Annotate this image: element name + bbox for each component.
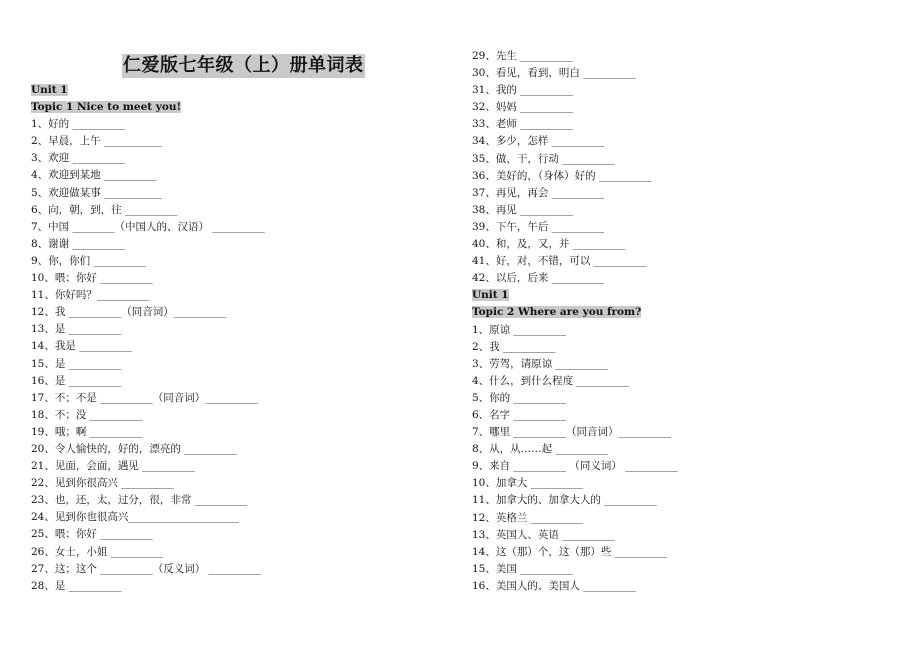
vocab-item: [472, 424, 892, 441]
vocab-item-text: 26、女士，小姐 __________: [31, 545, 164, 558]
vocab-item: [472, 253, 892, 270]
vocab-item: [472, 99, 892, 116]
vocab-item-text: 8、从，从……起 __________: [472, 443, 609, 456]
vocab-item: [31, 475, 451, 492]
vocab-item: [472, 407, 892, 424]
vocab-item-text: 27、这；这个 __________（反义词） __________: [31, 562, 262, 575]
vocab-item: [31, 321, 451, 338]
vocab-item-text: 23、也，还，太，过分，很，非常 __________: [31, 494, 248, 507]
vocab-item: [472, 458, 892, 475]
vocab-item-text: 31、我的 __________: [472, 84, 573, 97]
vocab-item: [472, 492, 892, 509]
section-heading: [472, 304, 892, 321]
vocab-item-text: 29、先生 __________: [472, 50, 573, 62]
vocab-item: [472, 116, 892, 133]
vocab-item-text: 20、令人愉快的，好的，漂亮的 __________: [31, 442, 237, 455]
vocab-item: [31, 185, 451, 202]
vocab-item-text: 16、是 __________: [31, 374, 122, 387]
vocab-item-text: 41、好，对，不错，可以 __________: [472, 255, 647, 268]
vocab-item: [472, 236, 892, 253]
vocab-item: [31, 544, 451, 561]
vocab-item-text: 10、喂；你好 __________: [31, 272, 153, 285]
vocab-item: [31, 390, 451, 407]
vocab-item-text: 12、英格兰 __________: [472, 511, 584, 524]
vocab-item: [31, 219, 451, 236]
vocab-item: [31, 578, 451, 595]
vocab-item-text: 15、美国 __________: [472, 562, 573, 575]
vocab-item-text: 7、中国 ________（中国人的、汉语） __________: [31, 220, 265, 233]
vocab-item: [472, 527, 892, 544]
vocab-item-text: 3、欢迎 __________: [31, 152, 126, 165]
vocab-item: [472, 441, 892, 458]
vocab-item-text: 10、加拿大 __________: [472, 477, 584, 490]
vocab-item-text: 37、再见，再会 __________: [472, 186, 605, 199]
vocab-item: [31, 424, 451, 441]
vocab-item-text: 17、不；不是 __________（同音词）__________: [31, 391, 258, 404]
vocab-item: [31, 356, 451, 373]
section-heading: [31, 99, 451, 116]
vocab-item: [472, 270, 892, 287]
vocab-item: [31, 116, 451, 133]
vocab-item: [472, 475, 892, 492]
vocab-item-text: 40、和，及，又，并 __________: [472, 238, 626, 251]
left-column: [31, 82, 451, 595]
vocab-item: [31, 202, 451, 219]
vocab-item: [472, 202, 892, 219]
vocab-item-text: 42、以后，后来 __________: [472, 272, 605, 285]
vocab-item-text: 4、欢迎到某地 __________: [31, 169, 157, 182]
vocab-item-text: 25、喂；你好 __________: [31, 528, 153, 541]
section-heading-text: Topic 2 Where are you from?: [472, 306, 642, 319]
vocab-item: [31, 287, 451, 304]
vocab-item-text: 28、是 __________: [31, 579, 122, 592]
vocab-item: [31, 150, 451, 167]
vocab-item: [31, 458, 451, 475]
section-heading-text: Unit 1: [472, 289, 509, 302]
vocab-item-text: 22、见到你很高兴 __________: [31, 477, 174, 490]
vocab-item: [31, 492, 451, 509]
vocab-item: [31, 373, 451, 390]
vocab-item: [31, 167, 451, 184]
vocab-item: [472, 561, 892, 578]
vocab-item: [31, 441, 451, 458]
vocab-item-text: 4、什么，到什么程度 __________: [472, 374, 630, 387]
vocab-item-text: 14、我是 __________: [31, 340, 132, 353]
vocab-item-text: 16、美国人的、美国人 __________: [472, 579, 636, 592]
vocab-item-text: 6、名字 __________: [472, 408, 567, 421]
vocab-item-text: 18、不；没 __________: [31, 408, 143, 421]
vocab-item-text: 21、见面，会面，遇见 __________: [31, 460, 195, 473]
vocab-item: [472, 339, 892, 356]
vocab-item: [472, 373, 892, 390]
vocab-item-text: 2、早晨，上午 ___________: [31, 135, 162, 148]
vocab-item: [31, 133, 451, 150]
vocab-item: [472, 219, 892, 236]
vocab-item-text: 1、好的 __________: [31, 118, 126, 131]
vocab-item-text: 9、你，你们 __________: [31, 254, 147, 267]
vocab-item-text: 6、向，朝，到，往 __________: [31, 203, 178, 216]
vocab-item: [472, 185, 892, 202]
vocab-item-text: 34、多少，怎样 __________: [472, 135, 605, 148]
vocab-item: [472, 48, 892, 65]
vocab-item-text: 8、谢谢 __________: [31, 237, 126, 250]
vocab-item-text: 3、劳驾，请原谅 __________: [472, 357, 609, 370]
vocab-item-text: 11、加拿大的、加拿大人的 __________: [472, 494, 657, 507]
vocab-item: [31, 253, 451, 270]
vocab-item: [31, 236, 451, 253]
vocab-item: [472, 168, 892, 185]
vocab-item: [472, 133, 892, 150]
vocab-item: [472, 390, 892, 407]
vocab-item: [472, 65, 892, 82]
vocab-item: [31, 338, 451, 355]
vocab-item-text: 19、哦；啊 __________: [31, 425, 143, 438]
vocab-item: [472, 82, 892, 99]
section-heading-text: Unit 1: [31, 84, 68, 96]
vocab-item-text: 9、来自 __________ （同义词） __________: [472, 460, 678, 473]
vocab-item-text: 5、你的 __________: [472, 391, 567, 404]
vocab-item: [31, 304, 451, 321]
vocab-item: [472, 578, 892, 595]
vocab-item-text: 11、你好吗？__________: [31, 289, 150, 302]
vocab-item-text: 13、英国人、英语 __________: [472, 528, 615, 541]
right-column: [472, 48, 892, 595]
vocab-item-text: 39、下午，午后 __________: [472, 220, 605, 233]
vocab-item: [472, 510, 892, 527]
vocab-item-text: 2、我 __________: [472, 340, 556, 353]
vocab-item: [31, 526, 451, 543]
section-heading: [31, 82, 451, 99]
vocab-item-text: 13、是 __________: [31, 323, 122, 336]
vocab-item-text: 24、见到你也很高兴_____________________: [31, 511, 239, 524]
vocab-item-text: 1、原谅 __________: [472, 323, 567, 336]
vocab-item-text: 33、老师 __________: [472, 118, 573, 131]
vocab-item-text: 35、做，干，行动 __________: [472, 152, 615, 165]
vocab-item: [472, 544, 892, 561]
vocab-item-text: 32、妈妈 __________: [472, 101, 573, 114]
page-title: 仁爱版七年级（上）册单词表: [123, 55, 364, 76]
section-heading-text: Topic 1 Nice to meet you!: [31, 101, 182, 114]
vocab-item: [31, 561, 451, 578]
vocab-item-text: 12、我 __________（同音词）__________: [31, 306, 227, 319]
vocab-item: [472, 356, 892, 373]
section-heading: [472, 287, 892, 304]
vocab-item: [472, 322, 892, 339]
vocab-item-text: 15、是 __________: [31, 357, 122, 370]
vocab-item-text: 7、哪里 __________（同音词）__________: [472, 426, 672, 439]
vocab-item: [31, 407, 451, 424]
vocab-item: [31, 270, 451, 287]
vocab-item-text: 36、美好的，（身体）好的 __________: [472, 169, 652, 182]
vocab-item: [472, 151, 892, 168]
vocab-item-text: 14、这（那）个，这（那）些 __________: [472, 545, 668, 558]
vocab-item-text: 38、再见 __________: [472, 203, 573, 216]
vocab-item: [31, 509, 451, 526]
vocab-item-text: 30、看见，看到，明白 __________: [472, 67, 636, 80]
vocab-item-text: 5、欢迎做某事 ___________: [31, 186, 162, 199]
